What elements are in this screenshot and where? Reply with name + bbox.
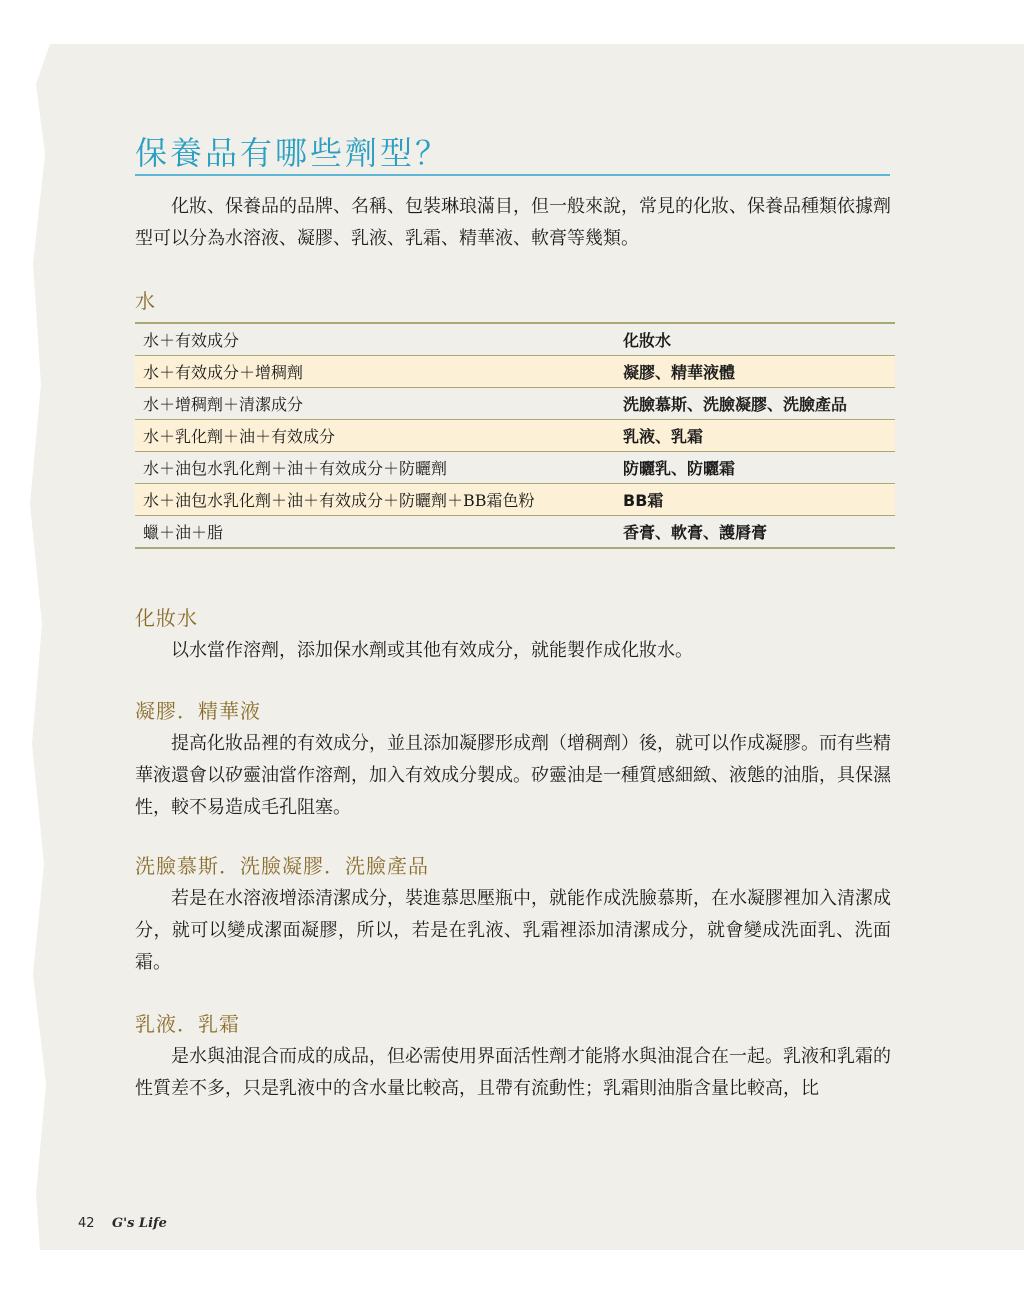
table-row	[135, 516, 895, 549]
table-cell-ingredients: 水＋有效成分	[135, 323, 615, 356]
table-cell-product: 洗臉慕斯、洗臉凝膠、洗臉產品	[615, 388, 895, 420]
table-row	[135, 452, 895, 484]
section-heading-toner: 化妝水	[135, 606, 198, 630]
table-row	[135, 323, 895, 356]
page-title: 保養品有哪些劑型？	[135, 134, 451, 172]
section-heading-gel-serum: 凝膠．精華液	[135, 699, 261, 723]
table-cell-ingredients: 水＋有效成分＋增稠劑	[135, 356, 615, 388]
intro-paragraph: 化妝、保養品的品牌、名稱、包裝琳琅滿目，但一般來說，常見的化妝、保養品種類依據劑型可以分為水溶液、凝膠、乳液、乳霜、精華液、軟膏等幾類。	[135, 196, 891, 249]
table-row	[135, 356, 895, 388]
formula-table	[135, 322, 895, 549]
table-cell-ingredients: 水＋增稠劑＋清潔成分	[135, 388, 615, 420]
section-body-cleansers: 若是在水溶液增添清潔成分，裝進慕思壓瓶中，就能作成洗臉慕斯，在水凝膠裡加入清潔成分，就可以變成潔面凝膠，所以，若是在乳液、乳霜裡添加清潔成分，就會變成洗面乳、洗面霜。	[135, 888, 891, 973]
section-body-toner: 以水當作溶劑，添加保水劑或其他有效成分，就能製作成化妝水。	[171, 640, 693, 661]
table-row	[135, 388, 895, 420]
table-cell-product: 香膏、軟膏、護脣膏	[615, 516, 895, 549]
table-cell-product: 乳液、乳霜	[615, 420, 895, 452]
section-heading-lotion-cream: 乳液．乳霜	[135, 1012, 240, 1036]
table-cell-ingredients: 水＋乳化劑＋油＋有效成分	[135, 420, 615, 452]
publication-name: G's Life	[112, 1216, 167, 1231]
section-body-lotion-cream: 是水與油混合而成的成品，但必需使用界面活性劑才能將水與油混合在一起。乳液和乳霜的性質差不多，只是乳液中的含水量比較高，且帶有流動性；乳霜則油脂含量比較高，比	[135, 1046, 891, 1099]
table-cell-ingredients: 水＋油包水乳化劑＋油＋有效成分＋防曬劑	[135, 452, 615, 484]
table-row	[135, 420, 895, 452]
title-rule	[135, 174, 890, 176]
table-cell-ingredients: 水＋油包水乳化劑＋油＋有效成分＋防曬劑＋BB霜色粉	[135, 484, 615, 516]
table-cell-product: 化妝水	[615, 323, 895, 356]
table-cell-ingredients: 蠟＋油＋脂	[135, 516, 615, 549]
section-body-gel-serum: 提高化妝品裡的有效成分，並且添加凝膠形成劑（增稠劑）後，就可以作成凝膠。而有些精華液還會以矽靈油當作溶劑，加入有效成分製成。矽靈油是一種質感細緻、液態的油脂，具保濕性，較不易造成毛孔阻塞。	[135, 733, 891, 818]
table-row	[135, 484, 895, 516]
table-heading: 水	[135, 289, 156, 313]
table-cell-product: 凝膠、精華液體	[615, 356, 895, 388]
table-cell-product: BB霜	[615, 484, 895, 516]
table-cell-product: 防曬乳、防曬霜	[615, 452, 895, 484]
page-number: 42	[78, 1216, 95, 1231]
section-heading-cleansers: 洗臉慕斯．洗臉凝膠．洗臉產品	[135, 854, 429, 878]
